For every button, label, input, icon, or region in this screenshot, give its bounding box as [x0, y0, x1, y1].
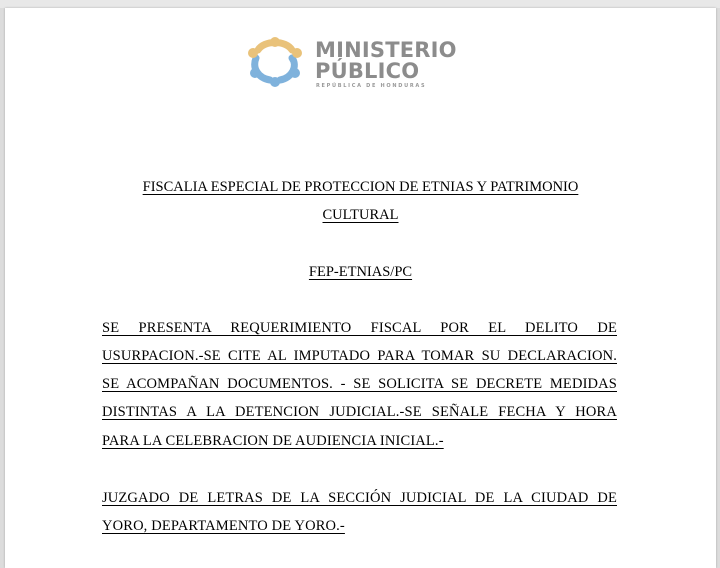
- summary-line-1: SE PRESENTA REQUERIMIENTO FISCAL POR EL DELITO DE: [102, 320, 617, 336]
- summary-line-4: DISTINTAS A LA DETENCION JUDICIAL.-SE SEÑALE FECHA Y HORA: [102, 404, 617, 420]
- heading-line-1: FISCALIA ESPECIAL DE PROTECCION DE ETNIAS Y PATRIMONIO: [142, 179, 579, 195]
- heading-line-2: CULTURAL: [322, 207, 399, 223]
- logo-subtitle: REPÚBLICA DE HONDURAS: [316, 83, 427, 89]
- summary-line-5: PARA LA CELEBRACION DE AUDIENCIA INICIAL.-: [102, 433, 444, 449]
- summary-line-3: SE ACOMPAÑAN DOCUMENTOS. - SE SOLICITA SE DECRETE MEDIDAS: [102, 376, 617, 392]
- court-line-2: YORO, DEPARTAMENTO DE YORO.-: [102, 518, 345, 534]
- ministerio-publico-logo: [244, 30, 457, 92]
- document-page: [5, 8, 716, 568]
- window-top-band: [0, 0, 720, 8]
- logo-title-line2: PÚBLICO: [315, 59, 420, 83]
- ministerio-emblem-icon: [244, 36, 306, 88]
- logo-title-line1: MINISTERIO: [315, 38, 457, 62]
- summary-line-2: USURPACION.-SE CITE AL IMPUTADO PARA TOMAR SU DECLARACION.: [102, 348, 617, 364]
- court-line-1: JUZGADO DE LETRAS DE LA SECCIÓN JUDICIAL DE LA CIUDAD DE: [102, 490, 617, 506]
- reference-code: FEP-ETNIAS/PC: [308, 264, 413, 280]
